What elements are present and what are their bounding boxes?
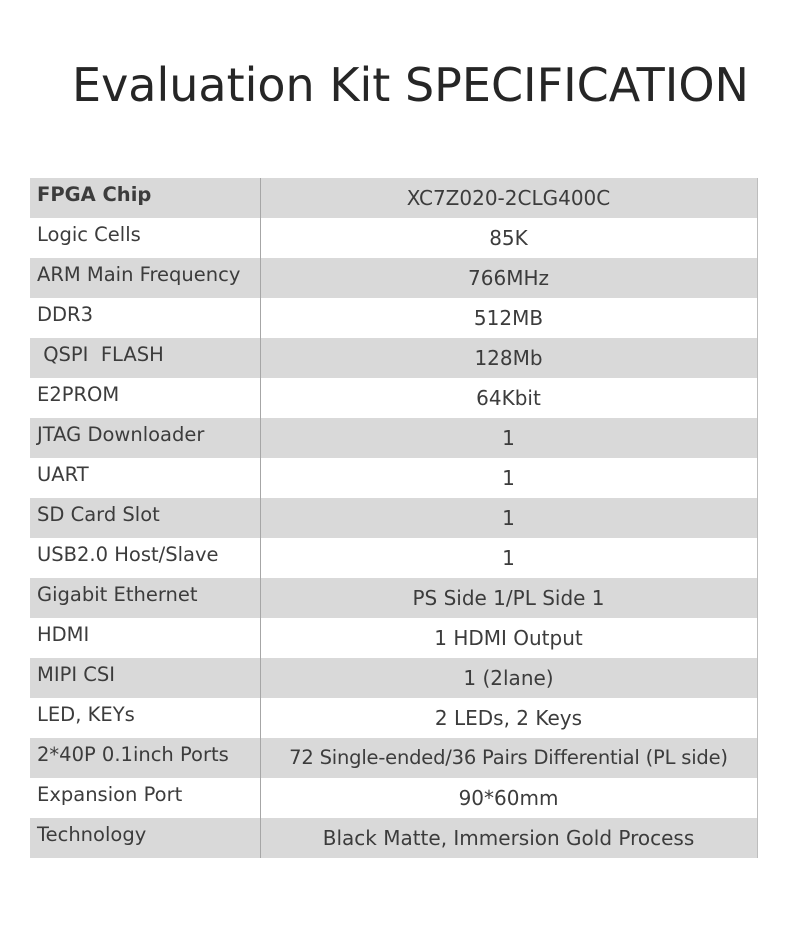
spec-label: HDMI xyxy=(30,618,260,658)
spec-row-hdmi xyxy=(30,618,757,658)
spec-label: USB2.0 Host/Slave xyxy=(30,538,260,578)
spec-value: 1 (2lane) xyxy=(260,658,757,698)
spec-label: E2PROM xyxy=(30,378,260,418)
spec-row-e2prom xyxy=(30,378,757,418)
spec-value: Black Matte, Immersion Gold Process xyxy=(260,818,757,858)
spec-label: QSPI FLASH xyxy=(30,338,260,378)
spec-value: 64Kbit xyxy=(260,378,757,418)
spec-label: DDR3 xyxy=(30,298,260,338)
spec-label: Logic Cells xyxy=(30,218,260,258)
spec-row-arm-frequency xyxy=(30,258,757,298)
spec-label: SD Card Slot xyxy=(30,498,260,538)
spec-row-uart xyxy=(30,458,757,498)
spec-row-mipi xyxy=(30,658,757,698)
spec-label: 2*40P 0.1inch Ports xyxy=(30,738,260,778)
spec-value: 85K xyxy=(260,218,757,258)
spec-label: Expansion Port xyxy=(30,778,260,818)
spec-row-jtag xyxy=(30,418,757,458)
spec-label: Gigabit Ethernet xyxy=(30,578,260,618)
spec-label: MIPI CSI xyxy=(30,658,260,698)
spec-value: XC7Z020-2CLG400C xyxy=(260,178,757,218)
spec-label: JTAG Downloader xyxy=(30,418,260,458)
spec-row-technology xyxy=(30,818,757,858)
spec-row-led-keys xyxy=(30,698,757,738)
spec-row-fpga-chip xyxy=(30,178,757,218)
spec-row-ethernet xyxy=(30,578,757,618)
spec-row-qspi-flash xyxy=(30,338,757,378)
spec-row-expansion xyxy=(30,778,757,818)
spec-label: Technology xyxy=(30,818,260,858)
spec-value: 1 xyxy=(260,498,757,538)
spec-row-sd-card xyxy=(30,498,757,538)
spec-row-ddr3 xyxy=(30,298,757,338)
spec-value: 1 HDMI Output xyxy=(260,618,757,658)
spec-value: PS Side 1/PL Side 1 xyxy=(260,578,757,618)
spec-value: 1 xyxy=(260,458,757,498)
spec-value: 2 LEDs, 2 Keys xyxy=(260,698,757,738)
spec-value: 1 xyxy=(260,538,757,578)
spec-value: 72 Single-ended/36 Pairs Differential (PL side) xyxy=(260,738,757,778)
spec-label: LED, KEYs xyxy=(30,698,260,738)
spec-label: FPGA Chip xyxy=(30,178,260,218)
spec-row-ports xyxy=(30,738,757,778)
spec-label: ARM Main Frequency xyxy=(30,258,260,298)
page-title: Evaluation Kit SPECIFICATION xyxy=(72,58,749,112)
spec-row-logic-cells xyxy=(30,218,757,258)
spec-value: 128Mb xyxy=(260,338,757,378)
spec-label: UART xyxy=(30,458,260,498)
spec-value: 1 xyxy=(260,418,757,458)
spec-value: 766MHz xyxy=(260,258,757,298)
spec-table xyxy=(30,178,758,858)
spec-row-usb xyxy=(30,538,757,578)
spec-value: 512MB xyxy=(260,298,757,338)
spec-value: 90*60mm xyxy=(260,778,757,818)
